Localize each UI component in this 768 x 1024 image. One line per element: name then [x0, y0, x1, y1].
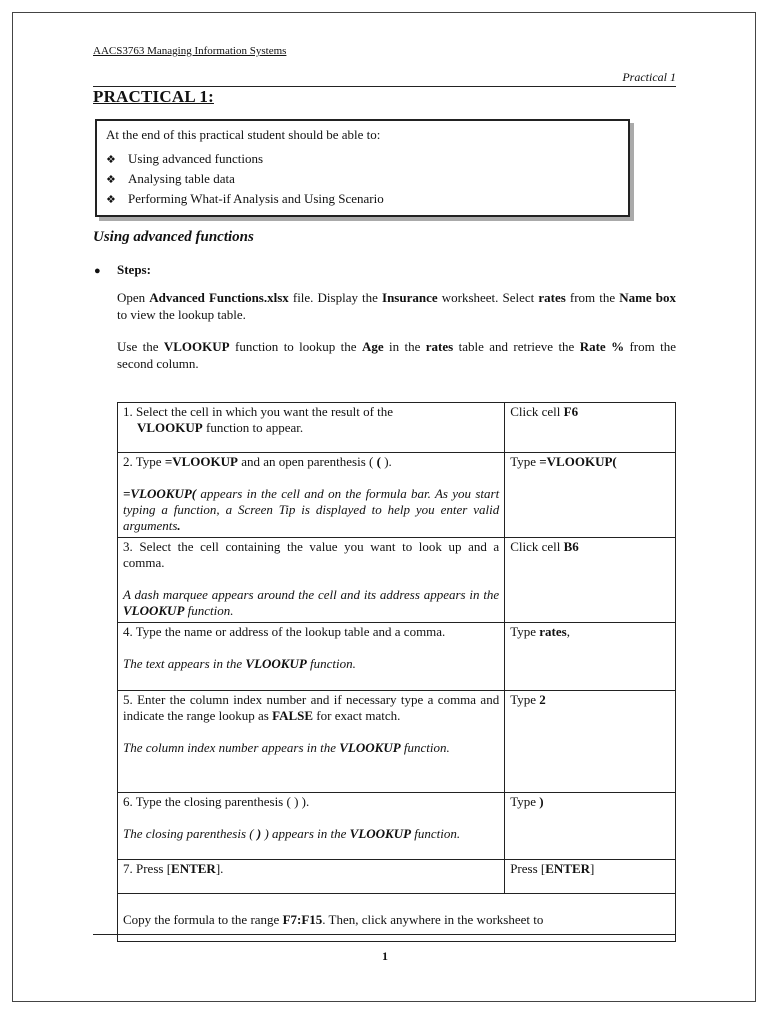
step-cell: 5. Enter the column index number and if necessary type a comma and indicate the range lookup as FALSE for exact match. The column index number appears in the VLOOKUP function. [118, 691, 505, 793]
action-cell: Press [ENTER] [505, 860, 676, 894]
diamond-bullet-icon: ❖ [106, 193, 116, 206]
footer-rule [93, 934, 676, 935]
running-header-practical: Practical 1 [93, 70, 676, 87]
step-cell: 2. Type =VLOOKUP and an open parenthesis ( ( ). =VLOOKUP( appears in the cell and on the formula bar. As you start typing a function, a Screen Tip is displayed to help you enter valid arguments. [118, 453, 505, 538]
steps-table [117, 402, 676, 942]
table-row [118, 860, 676, 894]
table-row [118, 538, 676, 623]
table-row [118, 793, 676, 860]
objective-item: ❖ Analysing table data [106, 171, 235, 186]
page-title: PRACTICAL 1: [93, 87, 214, 106]
step-note: The column index number appears in the VLOOKUP function. [123, 740, 450, 755]
running-header-course: AACS3763 Managing Information Systems [93, 45, 287, 57]
step-note: The closing parenthesis ( ) ) appears in the VLOOKUP function. [123, 826, 461, 841]
action-cell: Type ) [505, 793, 676, 860]
objectives-list [106, 150, 619, 208]
instruction-paragraph-1: Open Advanced Functions.xlsx file. Display the Insurance worksheet. Select rates from the Name box to view the lookup table. [117, 290, 676, 322]
action-cell: Click cell F6 [505, 403, 676, 453]
step-note: A dash marquee appears around the cell and its address appears in the VLOOKUP function. [123, 587, 500, 618]
objective-item: ❖ Using advanced functions [106, 151, 264, 166]
diamond-bullet-icon: ❖ [106, 153, 116, 166]
step-cell: 1. Select the cell in which you want the result of the VLOOKUP function to appear. [118, 403, 505, 453]
section-heading: Using advanced functions [93, 229, 254, 245]
action-cell: Type 2 [505, 691, 676, 793]
step-cell: 3. Select the cell containing the value you want to look up and a comma. A dash marquee appears around the cell and its address appears in the VLOOKUP function. [118, 538, 505, 623]
copy-instruction-cell: Copy the formula to the range F7:F15. Then, click anywhere in the worksheet to [118, 894, 676, 942]
action-cell: Type =VLOOKUP( [505, 453, 676, 538]
step-cell: 6. Type the closing parenthesis ( ) ). The closing parenthesis ( ) ) appears in the VLOOKUP function. [118, 793, 505, 860]
table-row [118, 403, 676, 453]
diamond-bullet-icon: ❖ [106, 173, 116, 186]
step-note: =VLOOKUP( appears in the cell and on the formula bar. As you start typing a function, a Screen Tip is displayed to help you enter valid arguments. [123, 486, 500, 533]
bullet-dot-icon: ● [94, 265, 101, 277]
action-cell: Type rates, [505, 623, 676, 691]
table-row [118, 691, 676, 793]
step-cell: 7. Press [ENTER]. [118, 860, 505, 894]
objectives-intro: At the end of this practical student should be able to: [106, 127, 381, 142]
instruction-paragraph-2: Use the VLOOKUP function to lookup the Age in the rates table and retrieve the Rate % from the second column. [117, 339, 677, 371]
step-cell: 4. Type the name or address of the lookup table and a comma. The text appears in the VLOOKUP function. [118, 623, 505, 691]
page-number: 1 [382, 949, 388, 963]
objective-item: ❖ Performing What-if Analysis and Using Scenario [106, 191, 384, 206]
objectives-box [95, 119, 630, 217]
table-row [118, 623, 676, 691]
action-cell: Click cell B6 [505, 538, 676, 623]
table-row [118, 453, 676, 538]
steps-label: ● Steps: [94, 262, 151, 277]
document-page [12, 12, 756, 1002]
step-note: The text appears in the VLOOKUP function. [123, 656, 356, 671]
